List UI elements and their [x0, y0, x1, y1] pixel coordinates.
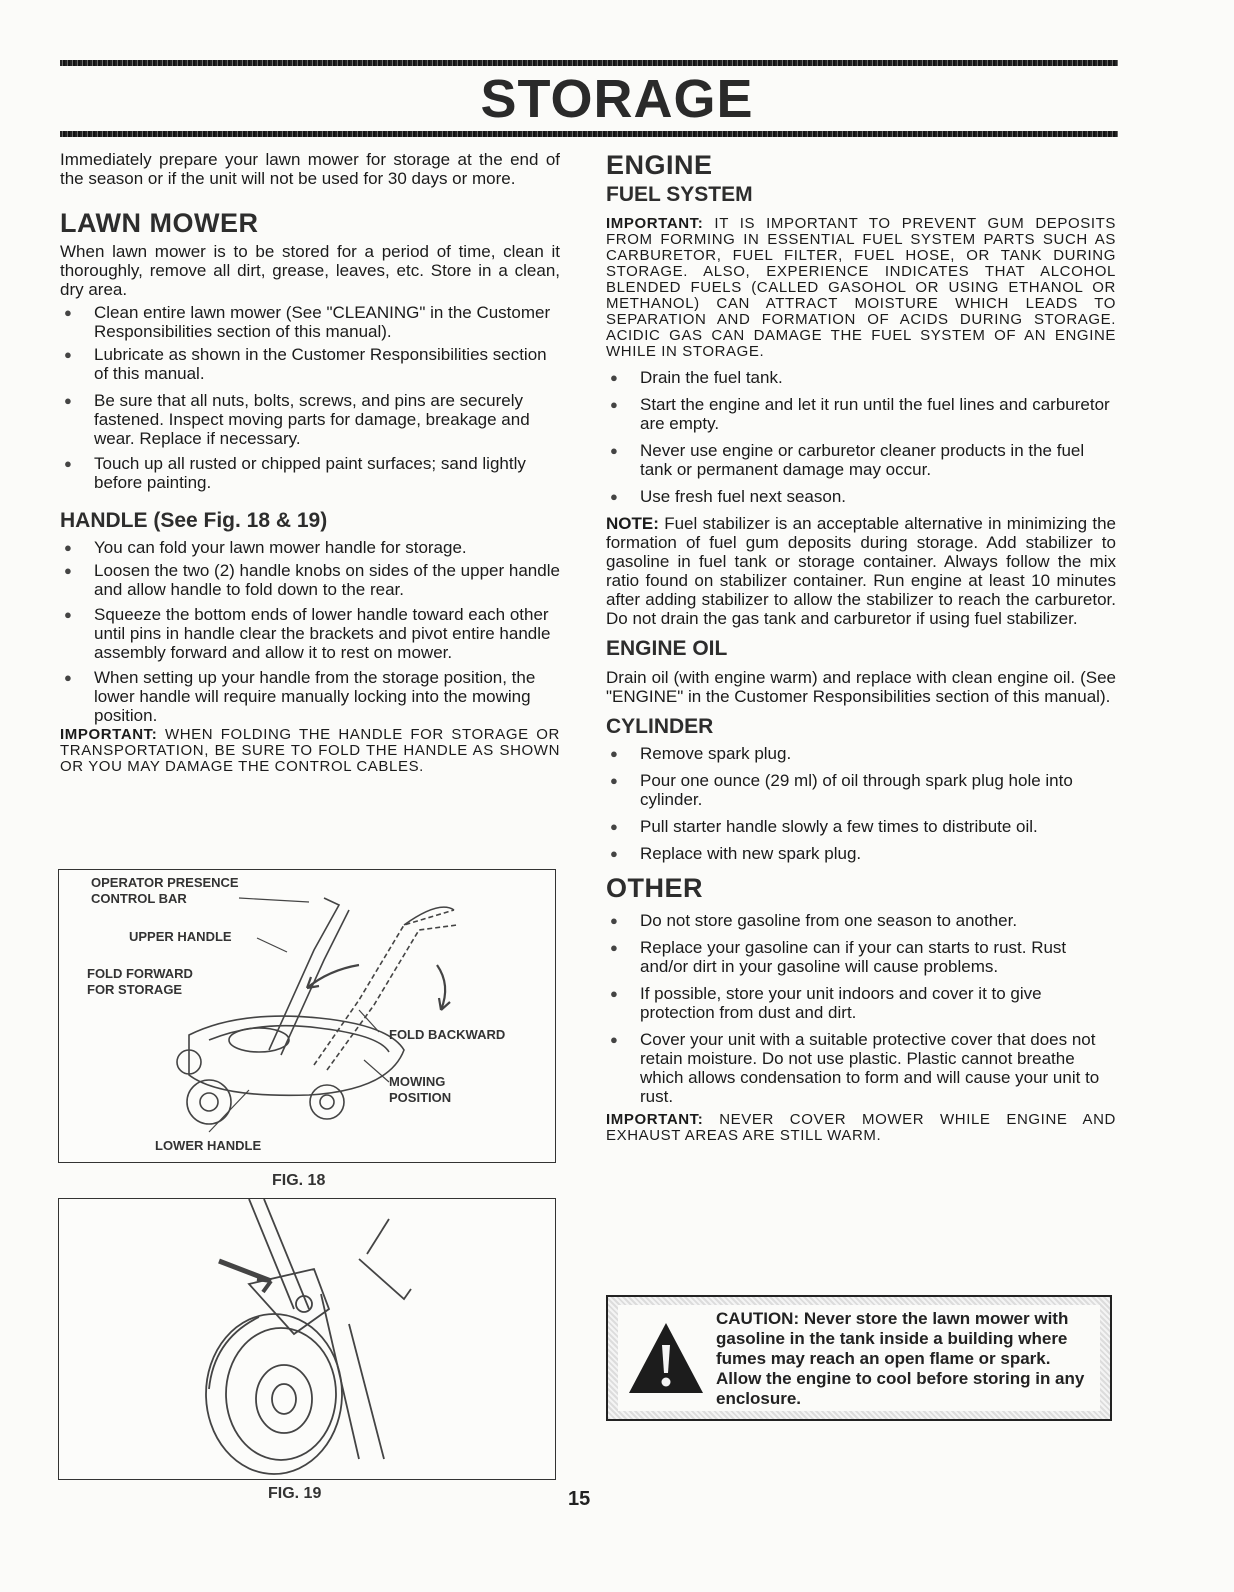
lawn-mower-text: When lawn mower is to be stored for a period of time, clean it thoroughly, remove all dirt, grease, leaves, etc. Store in a clean, dry area. [60, 242, 560, 299]
important-label: IMPORTANT: [606, 1111, 704, 1128]
engine-oil-text: Drain oil (with engine warm) and replace with clean engine oil. (See "ENGINE" in the Customer Responsibilities section of this manual). [606, 668, 1116, 706]
handle-list [60, 538, 560, 725]
list-item: ● Touch up all rusted or chipped paint surfaces; sand lightly before painting. [64, 454, 526, 492]
bullet-icon: ● [64, 563, 72, 578]
front-wheel [310, 1085, 344, 1119]
bullet-icon: ● [610, 913, 618, 928]
list-item: ● Never use engine or carburetor cleaner products in the fuel tank or permanent damage may occur. [610, 441, 1085, 479]
list-item: ● Pour one ounce (29 ml) of oil through spark plug hole into cylinder. [610, 771, 1073, 809]
list-item: ● Do not store gasoline from one season to another. [610, 911, 1018, 930]
list-item: ● Use fresh fuel next season. [610, 487, 847, 506]
important-label: IMPORTANT: [60, 726, 158, 743]
bullet-icon: ● [64, 540, 72, 555]
bullet-icon: ● [610, 397, 618, 412]
intro-paragraph: Immediately prepare your lawn mower for storage at the end of the season or if the unit will not be used for 30 days or more. [60, 150, 560, 188]
fuel-system-list [606, 368, 1116, 506]
bullet-icon: ● [64, 456, 72, 471]
bullet-icon: ● [610, 940, 618, 955]
bullet-icon: ● [610, 443, 618, 458]
bullet-icon: ● [610, 846, 618, 861]
list-item: ● Drain the fuel tank. [610, 368, 783, 387]
other-important: IMPORTANT: NEVER COVER MOWER WHILE ENGINE AND EXHAUST AREAS ARE STILL WARM. [606, 1111, 1116, 1144]
fuel-stabilizer-note: NOTE: Fuel stabilizer is an acceptable alternative in minimizing the formation of fuel gum deposits during storage. Add stabilizer to gasoline in fuel tank or storage container. Always follow the mix ratio found on stabilizer container. Run engine at least 10 minutes after adding stabilizer to allow the stabilizer to reach the carburetor. Do not drain the gas tank and carburetor if using fuel stabilizer. [606, 514, 1116, 628]
fig-19-label: FIG. 19 [268, 1485, 322, 1502]
bullet-icon: ● [64, 393, 72, 408]
list-item: ● Start the engine and let it run until the fuel lines and carburetor are empty. [610, 395, 1110, 433]
list-item: ● Remove spark plug. [610, 744, 792, 763]
bullet-icon: ● [610, 819, 618, 834]
callout-operator-presence: OPERATOR PRESENCE CONTROL BAR [91, 875, 239, 906]
lawn-mower-list [60, 303, 560, 492]
top-rule [60, 60, 1118, 66]
title-bottom-rule [60, 131, 1118, 137]
bullet-icon: ● [64, 347, 72, 362]
caution-text: CAUTION: Never store the lawn mower with gasoline in the tank inside a building where fumes may reach an open flame or spark. Allow the engine to cool before storing in any enclosure. [716, 1309, 1085, 1408]
rear-wheel [187, 1080, 231, 1124]
bullet-icon: ● [610, 1032, 618, 1047]
figure-18 [58, 869, 556, 1163]
bullet-icon: ● [610, 746, 618, 761]
bullet-icon: ● [610, 370, 618, 385]
list-item: ● When setting up your handle from the storage position, the lower handle will require manually locking into the mowing position. [64, 668, 536, 725]
fuel-system-important: IMPORTANT: IT IS IMPORTANT TO PREVENT GUM DEPOSITS FROM FORMING IN ESSENTIAL FUEL SYSTEM PARTS SUCH AS CARBURETOR, FUEL FILTER, FUEL HOSE, OR TANK DURING STORAGE. ALSO, EXPERIENCE INDICATES THAT ALCOHOL BLENDED FUELS (CALLED GASOHOL OR USING ETHANOL OR METHANOL) CAN ATTRACT MOISTURE WHICH LEADS TO SEPARATION AND FORMATION OF ACIDS DURING STORAGE. ACIDIC GAS CAN DAMAGE THE FUEL SYSTEM OF AN ENGINE WHILE IN STORAGE. [606, 215, 1116, 360]
wheel-handle-closeup-illustration [59, 1199, 555, 1479]
bullet-icon: ● [610, 773, 618, 788]
list-item: ● You can fold your lawn mower handle for storage. [64, 538, 467, 557]
callout-mowing-position: MOWING POSITION [389, 1074, 452, 1105]
engine-heading: ENGINE [606, 150, 713, 180]
lawn-mower-heading: LAWN MOWER [60, 208, 259, 238]
list-item: ● Replace with new spark plug. [610, 844, 862, 863]
callout-lower-handle: LOWER HANDLE [155, 1138, 262, 1153]
page-number: 15 [568, 1488, 591, 1510]
callout-fold-forward: FOLD FORWARD FOR STORAGE [87, 966, 193, 997]
list-item: ● Cover your unit with a suitable protective cover that does not retain moisture. Do not use plastic. Plastic cannot breathe which allows condensation to form and will cause your unit to rust. [610, 1030, 1100, 1106]
left-column [60, 150, 560, 775]
caution-box [606, 1295, 1112, 1421]
right-column [606, 150, 1116, 1144]
list-item: ● If possible, store your unit indoors and cover it to give protection from dust and dirt. [610, 984, 1042, 1022]
important-label: IMPORTANT: [606, 215, 704, 232]
page-title: STORAGE [480, 69, 754, 129]
other-list [606, 911, 1116, 1106]
list-item: ● Be sure that all nuts, bolts, screws, and pins are securely fastened. Inspect moving parts for damage, breakage and wear. Replace if necessary. [64, 391, 530, 448]
handle-important: IMPORTANT: WHEN FOLDING THE HANDLE FOR STORAGE OR TRANSPORTATION, BE SURE TO FOLD THE HANDLE AS SHOWN OR YOU MAY DAMAGE THE CONTROL CABLES. [60, 726, 560, 775]
mower-handle-illustration [59, 870, 555, 1162]
list-item: ● Pull starter handle slowly a few times to distribute oil. [610, 817, 1038, 836]
list-item: ● Loosen the two (2) handle knobs on sides of the upper handle and allow handle to fold down to the rear. [64, 561, 560, 599]
cylinder-heading: CYLINDER [606, 715, 714, 738]
note-label: NOTE: [606, 514, 659, 533]
callout-upper-handle: UPPER HANDLE [129, 929, 232, 944]
fig-18-label: FIG. 18 [272, 1172, 326, 1189]
bullet-icon: ● [64, 305, 72, 320]
bullet-icon: ● [610, 986, 618, 1001]
list-item: ● Squeeze the bottom ends of lower handle toward each other until pins in handle clear the brackets and pivot entire handle assembly forward and allow it to rest on mower. [64, 605, 551, 662]
fuel-system-heading: FUEL SYSTEM [606, 183, 753, 206]
list-item: ● Replace your gasoline can if your can starts to rust. Rust and/or dirt in your gasoline will cause problems. [610, 938, 1067, 976]
cylinder-list [606, 744, 1116, 863]
bullet-icon: ● [64, 607, 72, 622]
bullet-icon: ● [64, 670, 72, 685]
callout-fold-backward: FOLD BACKWARD [389, 1027, 506, 1042]
list-item: ● Lubricate as shown in the Customer Responsibilities section of this manual. [64, 345, 547, 383]
list-item: ● Clean entire lawn mower (See "CLEANING" in the Customer Responsibilities section of this manual). [64, 303, 551, 341]
engine-oil-heading: ENGINE OIL [606, 637, 728, 660]
other-heading: OTHER [606, 873, 703, 903]
bullet-icon: ● [610, 489, 618, 504]
warning-triangle-icon [626, 1319, 706, 1399]
figure-19 [58, 1198, 556, 1480]
handle-heading: HANDLE (See Fig. 18 & 19) [60, 509, 328, 532]
